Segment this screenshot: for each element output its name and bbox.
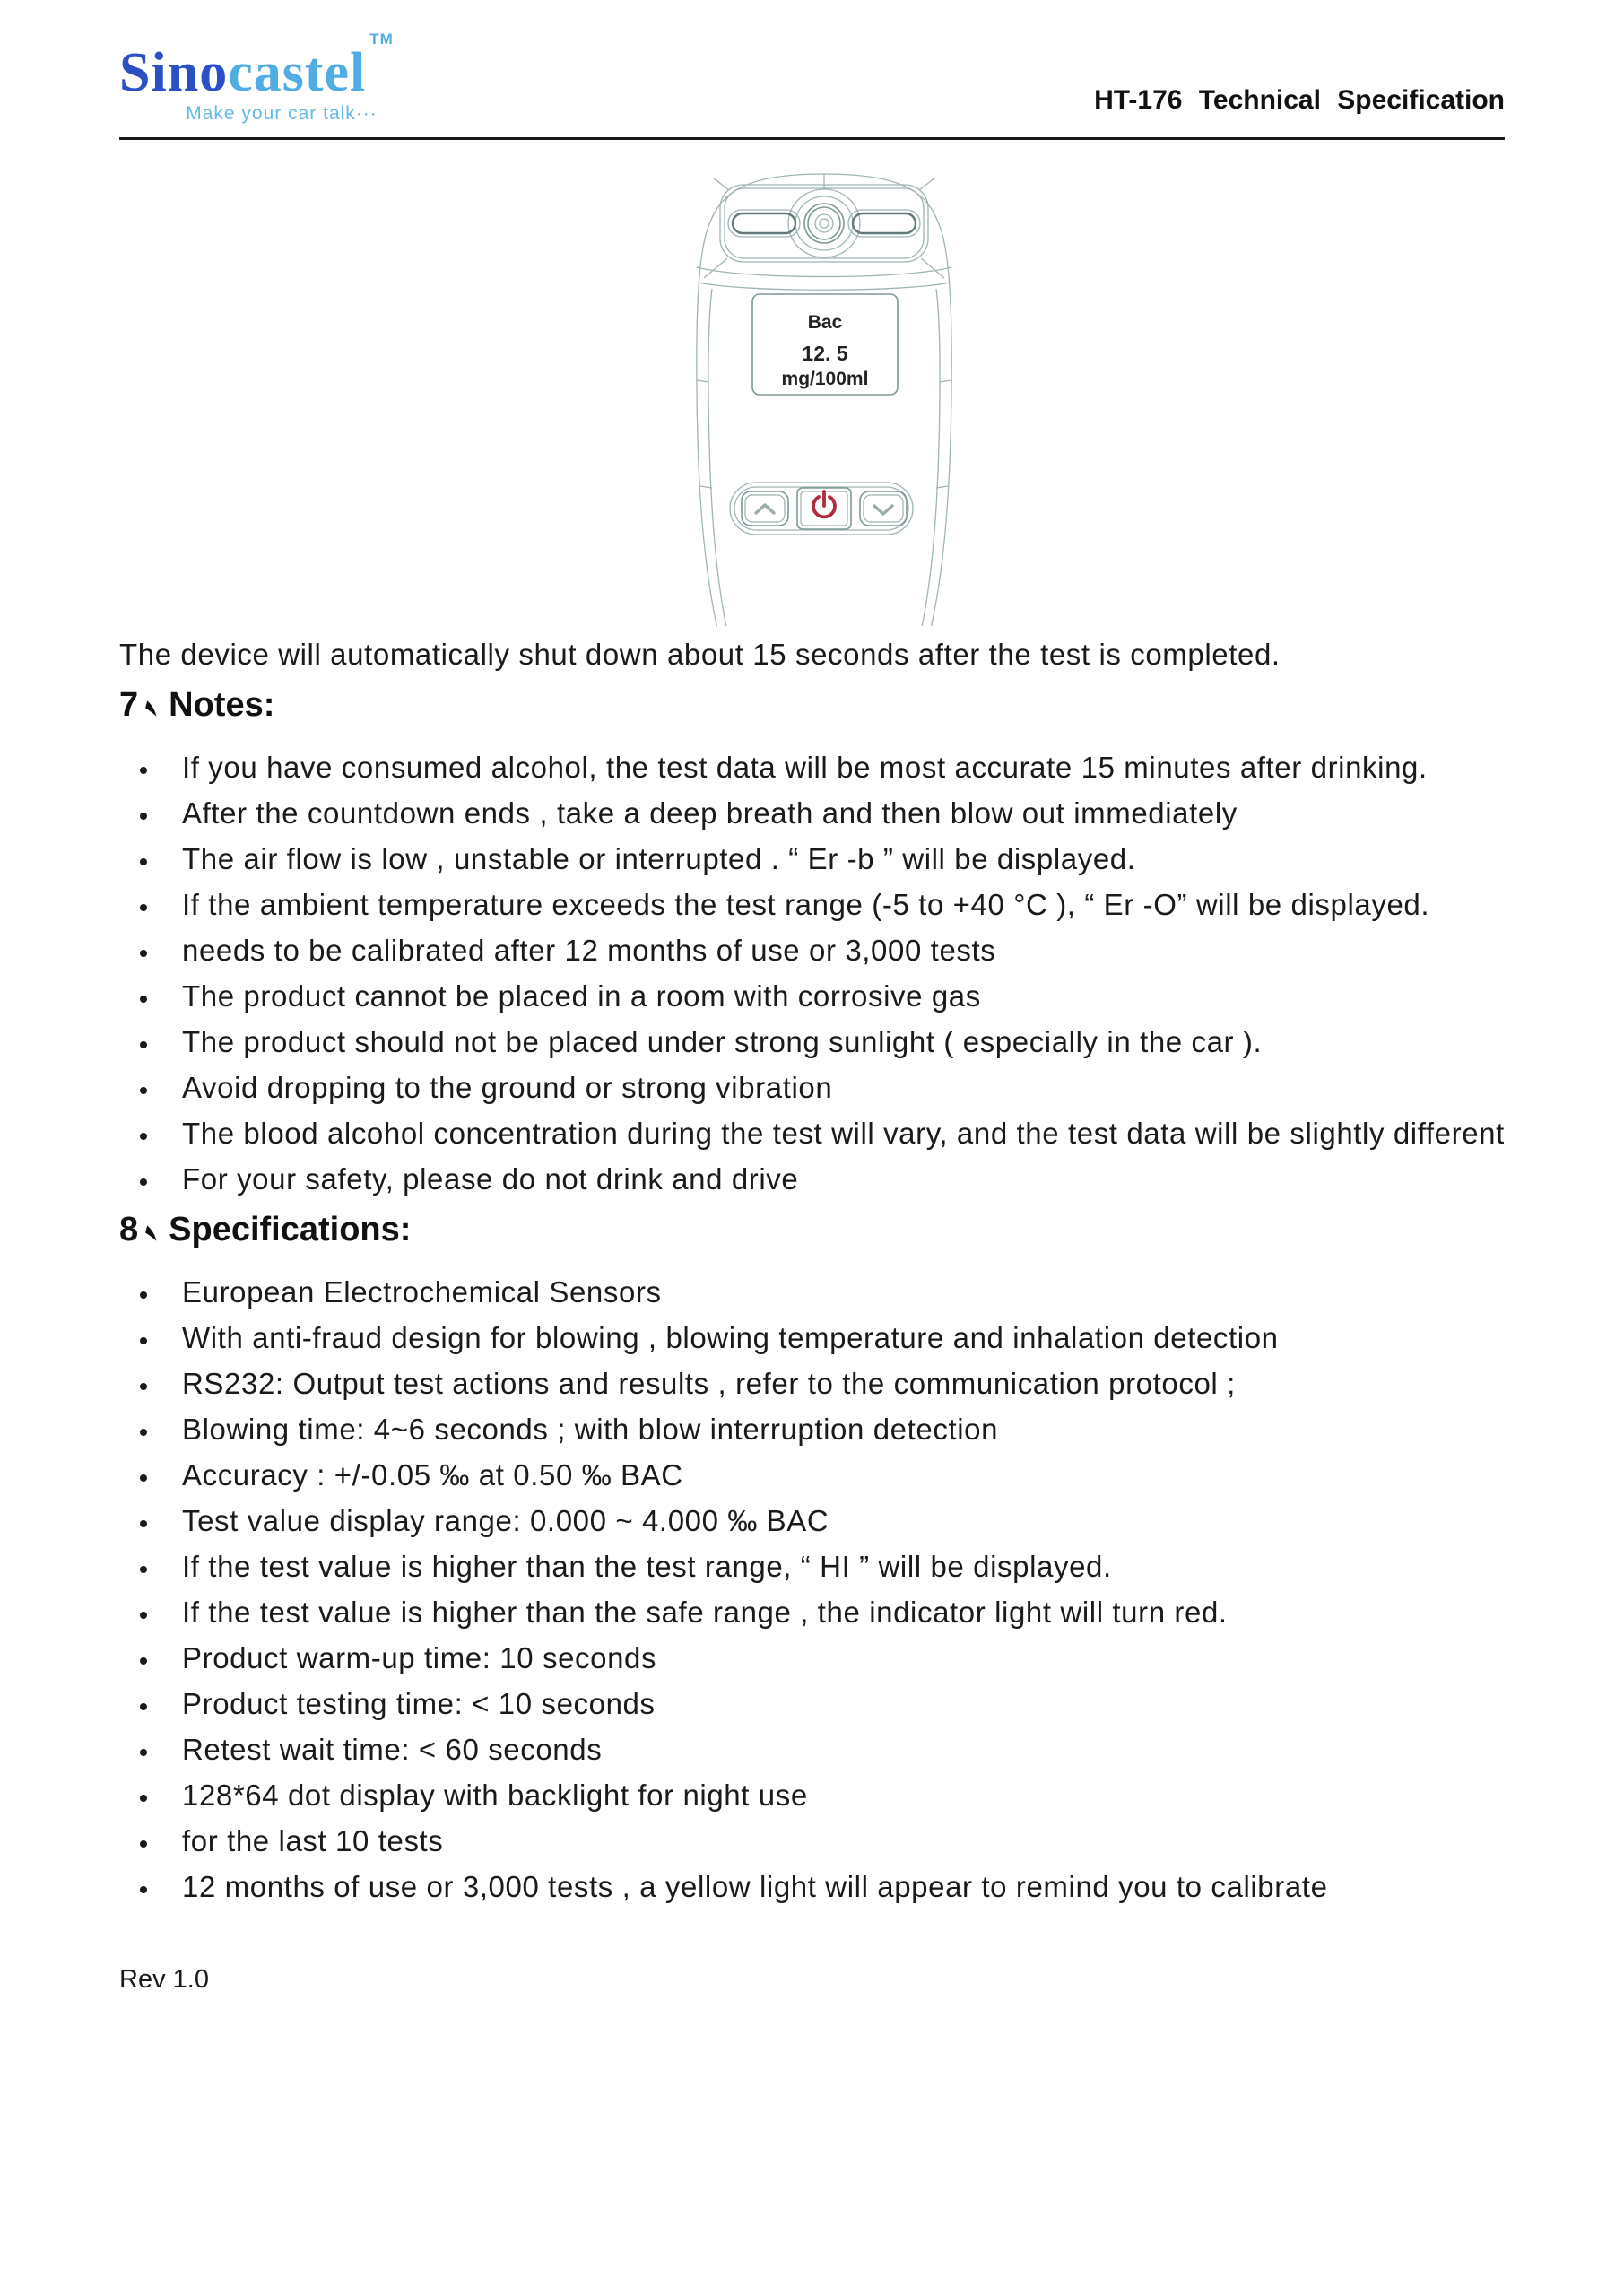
screen-line-value: 12. 5 [801, 342, 848, 365]
notes-heading-number: 7 [119, 686, 139, 724]
button-bar [730, 483, 913, 535]
spec-item: • for the last 10 tests [161, 1818, 1505, 1864]
note-item: • The air flow is low , unstable or interrupted . “ Er -b ” will be displayed. [161, 836, 1505, 882]
screen-line-unit: mg/100ml [781, 369, 868, 389]
note-item: • The product cannot be placed in a room with corrosive gas [161, 973, 1505, 1019]
up-button[interactable] [742, 491, 788, 526]
spec-item: • With anti-fraud design for blowing , blowing temperature and inhalation detection [161, 1315, 1505, 1361]
note-item: • If you have consumed alcohol, the test data will be most accurate 15 minutes after drinking. [161, 744, 1505, 790]
document-title: HT-176 Technical Specification [1094, 85, 1505, 115]
spec-item: • If the test value is higher than the safe range , the indicator light will turn red. [161, 1589, 1505, 1635]
sinocastel-logo [119, 30, 394, 124]
specs-heading-label: Specifications: [169, 1211, 412, 1248]
note-item: • After the countdown ends , take a deep breath and then blow out immediately [161, 790, 1505, 836]
trademark-symbol: TM [369, 30, 394, 48]
notes-list [119, 744, 1505, 1202]
note-item: • If the ambient temperature exceeds the test range (-5 to +40 °C ), “ Er -O” will be displayed. [161, 882, 1505, 927]
breathalyzer-drawing [682, 167, 966, 626]
ideographic-comma-icon [144, 686, 158, 725]
notes-heading [119, 686, 1505, 725]
spec-item: • If the test value is higher than the test range, “ HI ” will be displayed. [161, 1544, 1505, 1589]
spec-item: • Accuracy : +/-0.05 ‰ at 0.50 ‰ BAC [161, 1452, 1505, 1498]
spec-item: • Blowing time: 4~6 seconds ; with blow interruption detection [161, 1406, 1505, 1452]
device-screen [752, 294, 898, 395]
note-item: • For your safety, please do not drink and drive [161, 1156, 1505, 1202]
down-button[interactable] [860, 491, 907, 526]
intro-text: The device will automatically shut down about 15 seconds after the test is completed. [119, 638, 1281, 671]
spec-item: • Product warm-up time: 10 seconds [161, 1635, 1505, 1681]
note-item: • The product should not be placed under strong sunlight ( especially in the car ). [161, 1019, 1505, 1065]
logo-wordmark [119, 30, 394, 103]
spec-item: • Retest wait time: < 60 seconds [161, 1726, 1505, 1772]
note-item: • needs to be calibrated after 12 months of use or 3,000 tests [161, 927, 1505, 973]
specifications-heading [119, 1211, 1505, 1249]
notes-heading-label: Notes: [169, 686, 275, 724]
revision-label: Rev 1.0 [119, 1965, 209, 1994]
spec-item: • RS232: Output test actions and results , refer to the communication protocol ; [161, 1361, 1505, 1406]
spec-item: • 12 months of use or 3,000 tests , a yellow light will appear to remind you to calibrate [161, 1864, 1505, 1909]
chevron-down-icon [874, 506, 892, 514]
device-body-outline [696, 174, 951, 626]
right-vent-slot [848, 210, 920, 237]
page-header [119, 30, 1505, 140]
power-button[interactable] [797, 488, 851, 529]
logo-text-sino: Sino [119, 42, 229, 103]
ideographic-comma-icon [144, 1211, 158, 1249]
screen-line-bac: Bac [807, 312, 842, 333]
spec-item: • Test value display range: 0.000 ~ 4.000 ‰ BAC [161, 1498, 1505, 1544]
breathalyzer-illustration [682, 167, 966, 626]
spec-item: • Product testing time: < 10 seconds [161, 1681, 1505, 1726]
note-item: • The blood alcohol concentration during the test will vary, and the test data will be slightly different [161, 1110, 1505, 1156]
spec-item: • 128*64 dot display with backlight for night use [161, 1772, 1505, 1818]
logo-text-castel: castel [228, 42, 367, 103]
specifications-list [119, 1269, 1505, 1909]
power-icon [813, 491, 835, 517]
chevron-up-icon [756, 505, 774, 513]
left-vent-slot [728, 210, 800, 237]
specs-heading-number: 8 [119, 1211, 139, 1248]
spec-item: • European Electrochemical Sensors [161, 1269, 1505, 1315]
mouthpiece [788, 189, 860, 257]
note-item: • Avoid dropping to the ground or strong vibration [161, 1065, 1505, 1110]
logo-tagline: Make your car talk··· [186, 103, 378, 124]
